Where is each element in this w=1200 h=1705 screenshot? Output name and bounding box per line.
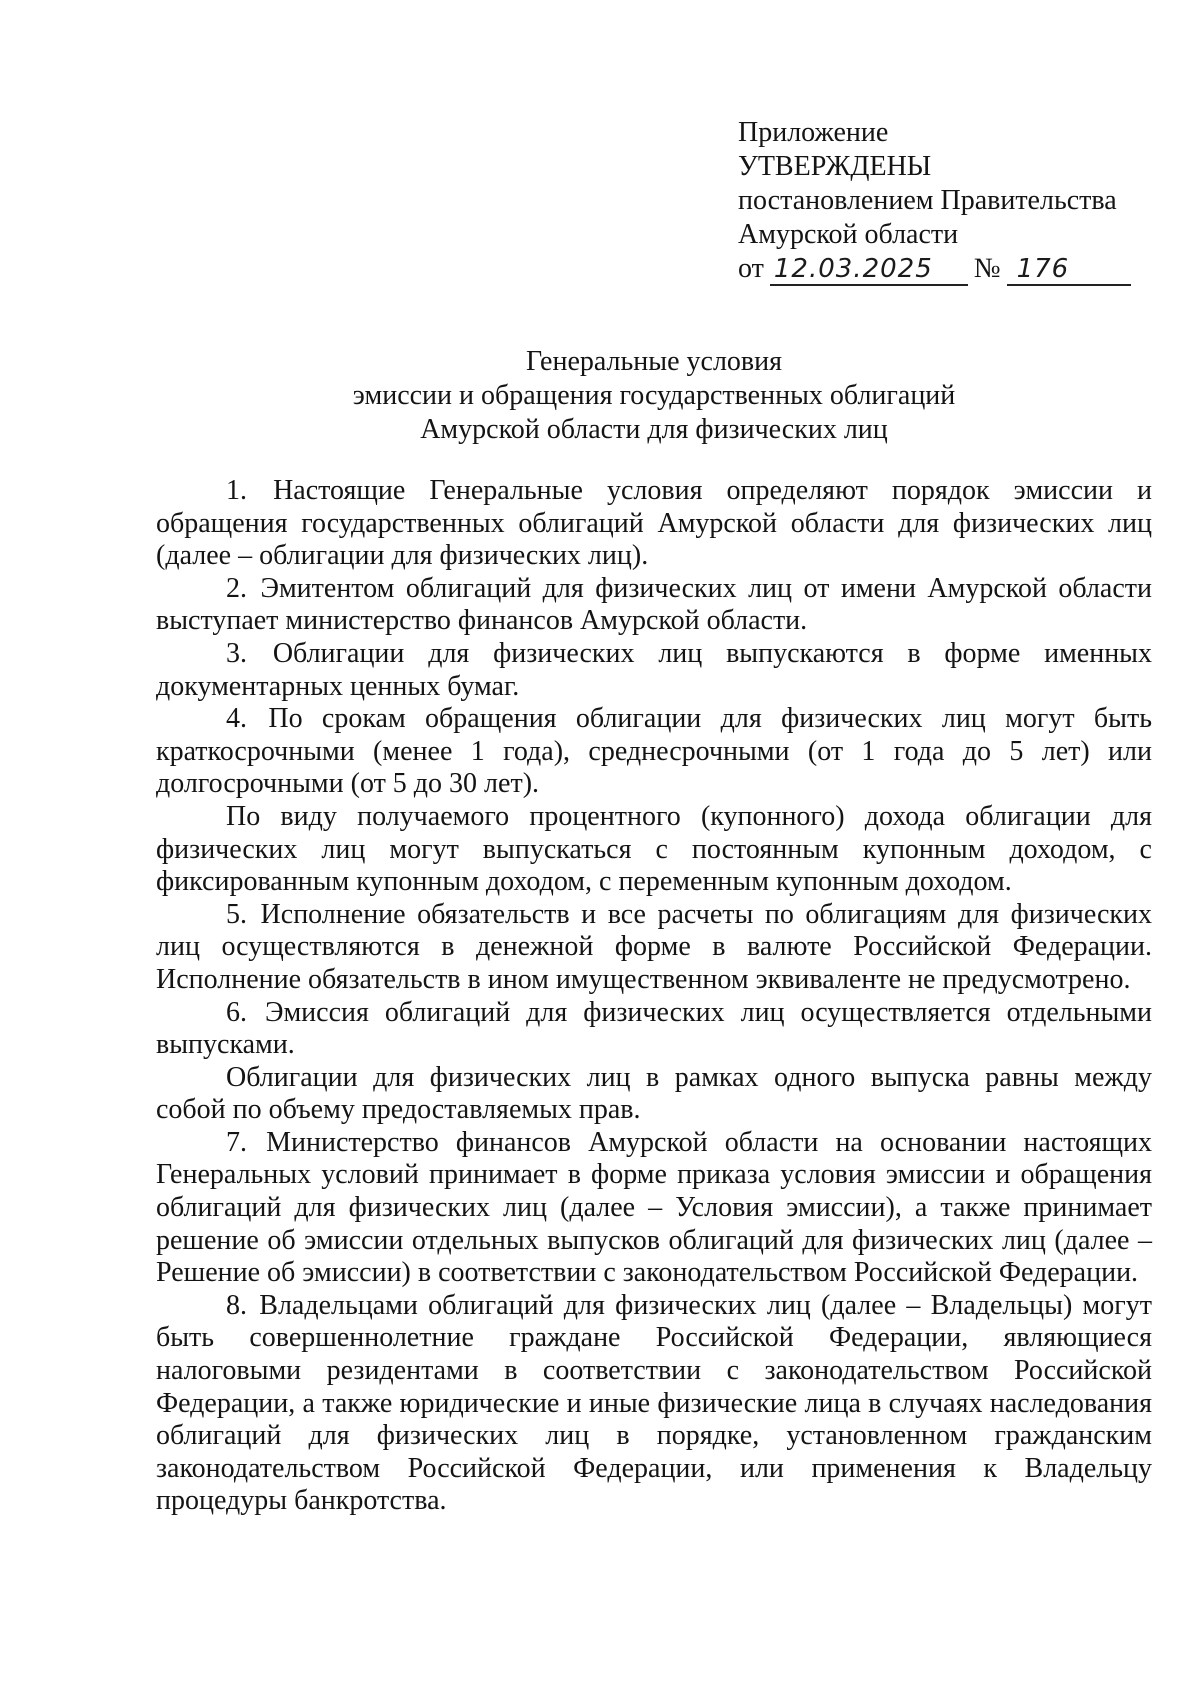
number-label: № <box>973 253 1001 284</box>
paragraph-number: 5. <box>226 898 247 930</box>
paragraph-2 <box>156 573 1152 638</box>
document-title <box>156 345 1152 447</box>
paragraph-3 <box>156 638 1152 703</box>
paragraph-text: По срокам обращения облигации для физических лиц могут быть краткосрочными (менее 1 года), среднесрочными (от 1 года до 5 лет) или долгосрочными (от 5 до 30 лет). <box>156 703 1152 800</box>
approval-block <box>738 116 1158 286</box>
title-line-2: эмиссии и обращения государственных облигаций <box>352 380 956 411</box>
paragraph-4-continued <box>156 801 1152 899</box>
paragraph-text: Облигации для физических лиц в рамках одного выпуска равны между собой по объему предоставляемых прав. <box>156 1061 1152 1126</box>
paragraph-number: 4. <box>226 703 247 735</box>
from-label: от <box>738 253 764 284</box>
title-line-3: Амурской области для физических лиц <box>420 414 888 445</box>
paragraph-1 <box>156 475 1152 573</box>
paragraph-text: По виду получаемого процентного (купонного) дохода облигации для физических лиц могут выпускаться с постоянным купонным доходом, с фиксированным купонным доходом, с переменным купонным доходом. <box>156 800 1152 898</box>
region-label: Амурской области <box>738 219 959 250</box>
paragraph-number: 6. <box>226 996 247 1028</box>
paragraph-6 <box>156 997 1152 1062</box>
paragraph-text: Настоящие Генеральные условия определяют порядок эмиссии и обращения государственных облигаций Амурской области для физических лиц (далее – облигации для физических лиц). <box>156 475 1153 572</box>
paragraph-number: 1. <box>226 475 247 506</box>
approved-label: УТВЕРЖДЕНЫ <box>738 151 932 182</box>
paragraph-8 <box>156 1290 1152 1518</box>
paragraph-text: Эмитентом облигаций для физических лиц от имени Амурской области выступает министерство финансов Амурской области. <box>156 572 1152 637</box>
paragraph-text: Министерство финансов Амурской области на основании настоящих Генеральных условий принимает в форме приказа условия эмиссии и обращения облигаций для физических лиц (далее – Условия эмиссии), а также принимает решение об эмиссии отдельных выпусков облигаций для физических лиц (далее – Решение об эмиссии) в соответствии с законодательством Российской Федерации. <box>156 1126 1153 1289</box>
handwritten-date: 12.03.2025 <box>770 254 968 286</box>
paragraph-text: Облигации для физических лиц выпускаются в форме именных документарных ценных бумаг. <box>156 637 1152 702</box>
paragraph-5 <box>156 899 1152 997</box>
paragraph-7 <box>156 1127 1152 1290</box>
resolution-label: постановлением Правительства <box>738 185 1117 216</box>
title-line-1: Генеральные условия <box>525 346 783 377</box>
paragraph-number: 2. <box>226 572 247 604</box>
paragraph-text: Исполнение обязательств и все расчеты по облигациям для физических лиц осуществляются в денежной форме в валюте Российской Федерации. Исполнение обязательств в ином имущественном эквиваленте не предусмотрено. <box>156 898 1152 995</box>
date-number-line <box>738 252 1158 286</box>
appendix-label: Приложение <box>738 117 889 148</box>
paragraph-number: 3. <box>226 637 247 669</box>
paragraph-number: 7. <box>226 1126 247 1158</box>
paragraph-number: 8. <box>226 1289 247 1321</box>
handwritten-number: 176 <box>1007 254 1131 286</box>
document-body <box>156 475 1152 1518</box>
paragraph-6-continued <box>156 1062 1152 1127</box>
paragraph-4 <box>156 703 1152 801</box>
paragraph-text: Эмиссия облигаций для физических лиц осуществляется отдельными выпусками. <box>156 996 1153 1061</box>
paragraph-text: Владельцами облигаций для физических лиц (далее – Владельцы) могут быть совершеннолетние граждане Российской Федерации, являющиеся налоговыми резидентами в соответствии с законодательством Российской Федерации, а также юридические и иные физические лица в случаях наследования облигаций для физических лиц в порядке, установленном гражданским законодательством Российской Федерации, или применения к Владельцу процедуры банкротства. <box>156 1289 1152 1517</box>
